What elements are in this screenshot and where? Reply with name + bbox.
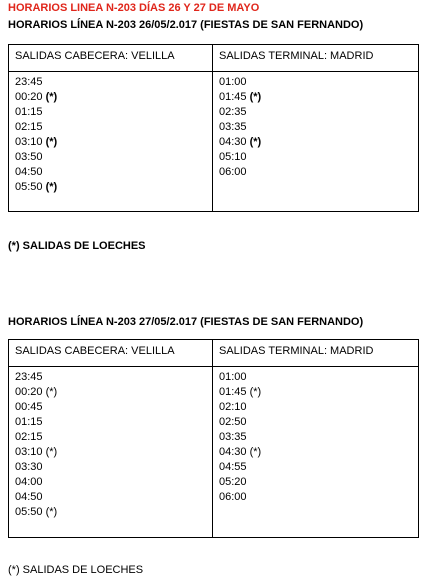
- time-entry: 05:10: [219, 151, 247, 163]
- time-entry: 02:15: [15, 431, 43, 443]
- time-entry: 04:00: [15, 476, 43, 488]
- timetable-2: [8, 339, 419, 538]
- timetable-header-row: [9, 340, 419, 367]
- column-header-departures-velilla: SALIDAS CABECERA: VELILLA: [9, 45, 213, 72]
- time-entry: 03:10 (*): [15, 136, 58, 148]
- time-entry: 06:00: [219, 491, 247, 503]
- times-list-velilla: [9, 367, 213, 538]
- time-entry: 01:00: [219, 76, 247, 88]
- time-entry: 02:15: [15, 121, 43, 133]
- timetable-times-row: [9, 72, 419, 212]
- time-entry: 05:50 (*): [15, 181, 58, 193]
- time-entry: 04:50: [15, 166, 43, 178]
- time-entry: 03:35: [219, 121, 247, 133]
- time-entry: 01:15: [15, 106, 43, 118]
- time-entry: 06:00: [219, 166, 247, 178]
- time-entry: 23:45: [15, 76, 43, 88]
- time-entry: 03:50: [15, 151, 43, 163]
- times-list-velilla: [9, 72, 213, 212]
- footnote-loeches-1: (*) SALIDAS DE LOECHES: [8, 240, 146, 252]
- time-entry: 05:20: [219, 476, 247, 488]
- time-entry: 04:55: [219, 461, 247, 473]
- page-title: HORARIOS LINEA N-203 DÍAS 26 Y 27 DE MAYO: [8, 2, 260, 14]
- time-entry: 04:30 (*): [219, 136, 262, 148]
- time-entry: 02:35: [219, 106, 247, 118]
- time-entry: 00:20 (*): [15, 386, 58, 398]
- schedule-heading-1: HORARIOS LÍNEA N-203 26/05/2.017 (FIESTAS DE SAN FERNANDO): [8, 19, 364, 31]
- time-entry: 05:50 (*): [15, 506, 58, 518]
- times-list-madrid: [213, 72, 419, 212]
- time-entry: 01:45 (*): [219, 386, 262, 398]
- time-entry: 23:45: [15, 371, 43, 383]
- time-entry: 03:35: [219, 431, 247, 443]
- time-entry: 03:10 (*): [15, 446, 58, 458]
- time-entry: 01:15: [15, 416, 43, 428]
- time-entry: 00:45: [15, 401, 43, 413]
- time-entry: 04:30 (*): [219, 446, 262, 458]
- time-entry: 02:10: [219, 401, 247, 413]
- timetable-1: [8, 44, 419, 212]
- column-header-departures-velilla: SALIDAS CABECERA: VELILLA: [9, 340, 213, 367]
- schedule-heading-2: HORARIOS LÍNEA N-203 27/05/2.017 (FIESTAS DE SAN FERNANDO): [8, 316, 364, 328]
- time-entry: 01:45 (*): [219, 91, 262, 103]
- time-entry: 03:30: [15, 461, 43, 473]
- time-entry: 01:00: [219, 371, 247, 383]
- column-header-departures-madrid: SALIDAS TERMINAL: MADRID: [213, 45, 419, 72]
- time-entry: 04:50: [15, 491, 43, 503]
- column-header-departures-madrid: SALIDAS TERMINAL: MADRID: [213, 340, 419, 367]
- footnote-loeches-2: (*) SALIDAS DE LOECHES: [8, 564, 144, 576]
- time-entry: 00:20 (*): [15, 91, 58, 103]
- timetable-header-row: [9, 45, 419, 72]
- time-entry: 02:50: [219, 416, 247, 428]
- times-list-madrid: [213, 367, 419, 538]
- timetable-times-row: [9, 367, 419, 538]
